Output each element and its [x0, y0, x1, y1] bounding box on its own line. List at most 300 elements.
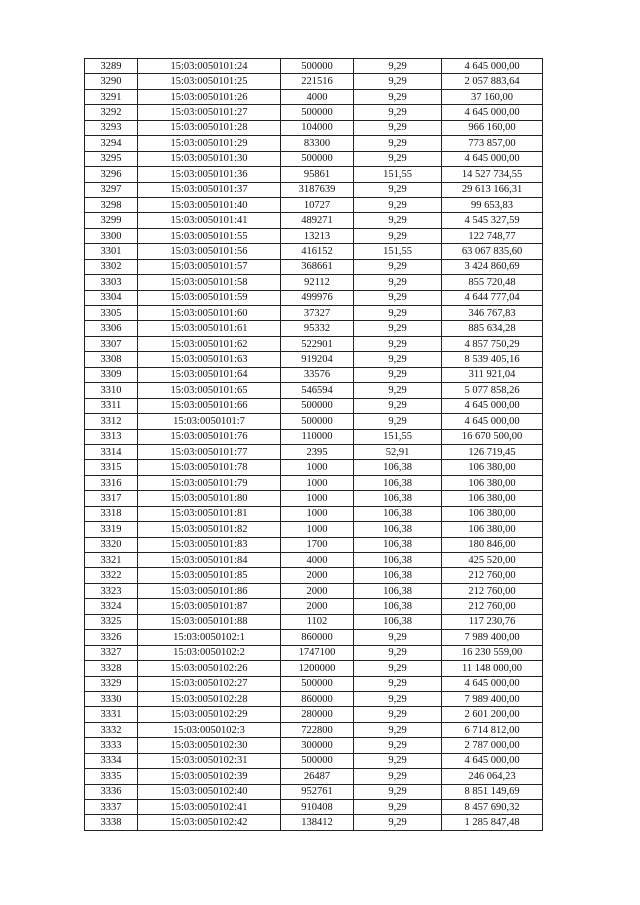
row-number-cell: 3296	[85, 167, 138, 182]
row-number-cell: 3326	[85, 630, 138, 645]
table-row	[85, 769, 543, 784]
row-number-cell: 3335	[85, 769, 138, 784]
cadastral-number-cell: 15:03:0050101:63	[138, 352, 281, 367]
row-number-cell: 3290	[85, 74, 138, 89]
value-cell: 4 645 000,00	[442, 59, 543, 74]
rate-cell: 9,29	[354, 691, 442, 706]
rate-cell: 106,38	[354, 599, 442, 614]
area-cell: 1700	[281, 537, 354, 552]
value-cell: 16 230 559,00	[442, 645, 543, 660]
rate-cell: 106,38	[354, 522, 442, 537]
value-cell: 311 921,04	[442, 367, 543, 382]
value-cell: 246 064,23	[442, 769, 543, 784]
area-cell: 416152	[281, 244, 354, 259]
area-cell: 1000	[281, 460, 354, 475]
cadastral-number-cell: 15:03:0050101:84	[138, 553, 281, 568]
area-cell: 300000	[281, 738, 354, 753]
row-number-cell: 3306	[85, 321, 138, 336]
value-cell: 126 719,45	[442, 444, 543, 459]
value-cell: 8 851 149,69	[442, 784, 543, 799]
cadastral-value-table	[84, 58, 543, 831]
value-cell: 212 760,00	[442, 568, 543, 583]
cadastral-number-cell: 15:03:0050101:27	[138, 105, 281, 120]
row-number-cell: 3325	[85, 614, 138, 629]
row-number-cell: 3303	[85, 275, 138, 290]
area-cell: 138412	[281, 815, 354, 830]
area-cell: 1200000	[281, 661, 354, 676]
area-cell: 95332	[281, 321, 354, 336]
cadastral-number-cell: 15:03:0050101:82	[138, 522, 281, 537]
row-number-cell: 3308	[85, 352, 138, 367]
table-row	[85, 182, 543, 197]
table-row	[85, 59, 543, 74]
table-row	[85, 676, 543, 691]
row-number-cell: 3327	[85, 645, 138, 660]
value-cell: 63 067 835,60	[442, 244, 543, 259]
value-cell: 2 601 200,00	[442, 707, 543, 722]
area-cell: 1000	[281, 506, 354, 521]
value-cell: 855 720,48	[442, 275, 543, 290]
rate-cell: 106,38	[354, 614, 442, 629]
row-number-cell: 3315	[85, 460, 138, 475]
rate-cell: 106,38	[354, 553, 442, 568]
area-cell: 860000	[281, 630, 354, 645]
cadastral-number-cell: 15:03:0050101:65	[138, 383, 281, 398]
area-cell: 110000	[281, 429, 354, 444]
row-number-cell: 3324	[85, 599, 138, 614]
row-number-cell: 3301	[85, 244, 138, 259]
value-cell: 425 520,00	[442, 553, 543, 568]
area-cell: 500000	[281, 398, 354, 413]
rate-cell: 9,29	[354, 800, 442, 815]
table-row	[85, 707, 543, 722]
rate-cell: 106,38	[354, 506, 442, 521]
cadastral-number-cell: 15:03:0050101:81	[138, 506, 281, 521]
table-row	[85, 614, 543, 629]
rate-cell: 106,38	[354, 568, 442, 583]
table-row	[85, 491, 543, 506]
area-cell: 13213	[281, 228, 354, 243]
rate-cell: 106,38	[354, 583, 442, 598]
row-number-cell: 3297	[85, 182, 138, 197]
area-cell: 1000	[281, 475, 354, 490]
area-cell: 26487	[281, 769, 354, 784]
table-row	[85, 306, 543, 321]
area-cell: 2000	[281, 599, 354, 614]
value-cell: 3 424 860,69	[442, 259, 543, 274]
value-cell: 106 380,00	[442, 491, 543, 506]
area-cell: 722800	[281, 722, 354, 737]
rate-cell: 151,55	[354, 167, 442, 182]
row-number-cell: 3332	[85, 722, 138, 737]
area-cell: 500000	[281, 105, 354, 120]
rate-cell: 106,38	[354, 460, 442, 475]
row-number-cell: 3295	[85, 151, 138, 166]
rate-cell: 9,29	[354, 120, 442, 135]
cadastral-number-cell: 15:03:0050102:40	[138, 784, 281, 799]
row-number-cell: 3333	[85, 738, 138, 753]
cadastral-number-cell: 15:03:0050101:76	[138, 429, 281, 444]
area-cell: 2395	[281, 444, 354, 459]
cadastral-number-cell: 15:03:0050101:24	[138, 59, 281, 74]
cadastral-number-cell: 15:03:0050102:31	[138, 753, 281, 768]
cadastral-number-cell: 15:03:0050101:64	[138, 367, 281, 382]
rate-cell: 9,29	[354, 815, 442, 830]
area-cell: 37327	[281, 306, 354, 321]
cadastral-number-cell: 15:03:0050101:56	[138, 244, 281, 259]
table-row	[85, 259, 543, 274]
rate-cell: 9,29	[354, 89, 442, 104]
table-row	[85, 553, 543, 568]
row-number-cell: 3305	[85, 306, 138, 321]
cadastral-number-cell: 15:03:0050101:37	[138, 182, 281, 197]
value-cell: 773 857,00	[442, 136, 543, 151]
area-cell: 1102	[281, 614, 354, 629]
table-row	[85, 120, 543, 135]
cadastral-number-cell: 15:03:0050102:28	[138, 691, 281, 706]
table-row	[85, 522, 543, 537]
row-number-cell: 3294	[85, 136, 138, 151]
table-row	[85, 105, 543, 120]
rate-cell: 151,55	[354, 429, 442, 444]
area-cell: 10727	[281, 197, 354, 212]
row-number-cell: 3309	[85, 367, 138, 382]
cadastral-number-cell: 15:03:0050101:36	[138, 167, 281, 182]
rate-cell: 9,29	[354, 367, 442, 382]
value-cell: 4 645 000,00	[442, 753, 543, 768]
cadastral-number-cell: 15:03:0050101:80	[138, 491, 281, 506]
row-number-cell: 3293	[85, 120, 138, 135]
cadastral-number-cell: 15:03:0050102:27	[138, 676, 281, 691]
rate-cell: 52,91	[354, 444, 442, 459]
value-cell: 7 989 400,00	[442, 691, 543, 706]
rate-cell: 9,29	[354, 151, 442, 166]
value-cell: 212 760,00	[442, 583, 543, 598]
rate-cell: 9,29	[354, 398, 442, 413]
value-cell: 4 644 777,04	[442, 290, 543, 305]
rate-cell: 9,29	[354, 290, 442, 305]
rate-cell: 9,29	[354, 136, 442, 151]
rate-cell: 9,29	[354, 74, 442, 89]
rate-cell: 9,29	[354, 738, 442, 753]
value-cell: 4 645 000,00	[442, 676, 543, 691]
cadastral-number-cell: 15:03:0050101:25	[138, 74, 281, 89]
value-cell: 4 645 000,00	[442, 105, 543, 120]
area-cell: 221516	[281, 74, 354, 89]
cadastral-number-cell: 15:03:0050101:78	[138, 460, 281, 475]
rate-cell: 9,29	[354, 105, 442, 120]
rate-cell: 9,29	[354, 321, 442, 336]
cadastral-number-cell: 15:03:0050101:29	[138, 136, 281, 151]
area-cell: 489271	[281, 213, 354, 228]
rate-cell: 106,38	[354, 475, 442, 490]
table-row	[85, 321, 543, 336]
value-cell: 346 767,83	[442, 306, 543, 321]
row-number-cell: 3318	[85, 506, 138, 521]
rate-cell: 9,29	[354, 676, 442, 691]
table-row	[85, 352, 543, 367]
row-number-cell: 3300	[85, 228, 138, 243]
area-cell: 500000	[281, 414, 354, 429]
row-number-cell: 3313	[85, 429, 138, 444]
area-cell: 2000	[281, 583, 354, 598]
value-cell: 4 857 750,29	[442, 336, 543, 351]
table-row	[85, 336, 543, 351]
table-body	[85, 59, 543, 831]
cadastral-number-cell: 15:03:0050101:85	[138, 568, 281, 583]
cadastral-number-cell: 15:03:0050101:40	[138, 197, 281, 212]
area-cell: 83300	[281, 136, 354, 151]
value-cell: 212 760,00	[442, 599, 543, 614]
row-number-cell: 3299	[85, 213, 138, 228]
value-cell: 117 230,76	[442, 614, 543, 629]
table-row	[85, 753, 543, 768]
rate-cell: 9,29	[354, 306, 442, 321]
row-number-cell: 3338	[85, 815, 138, 830]
table-row	[85, 691, 543, 706]
cadastral-number-cell: 15:03:0050102:39	[138, 769, 281, 784]
area-cell: 522901	[281, 336, 354, 351]
cadastral-number-cell: 15:03:0050101:87	[138, 599, 281, 614]
rate-cell: 9,29	[354, 661, 442, 676]
value-cell: 8 539 405,16	[442, 352, 543, 367]
cadastral-number-cell: 15:03:0050101:57	[138, 259, 281, 274]
area-cell: 1000	[281, 491, 354, 506]
table-row	[85, 630, 543, 645]
area-cell: 500000	[281, 151, 354, 166]
rate-cell: 9,29	[354, 630, 442, 645]
cadastral-number-cell: 15:03:0050101:59	[138, 290, 281, 305]
value-cell: 122 748,77	[442, 228, 543, 243]
row-number-cell: 3292	[85, 105, 138, 120]
value-cell: 180 846,00	[442, 537, 543, 552]
cadastral-number-cell: 15:03:0050101:86	[138, 583, 281, 598]
row-number-cell: 3322	[85, 568, 138, 583]
cadastral-number-cell: 15:03:0050101:30	[138, 151, 281, 166]
rate-cell: 9,29	[354, 383, 442, 398]
rate-cell: 9,29	[354, 707, 442, 722]
table-row	[85, 645, 543, 660]
cadastral-number-cell: 15:03:0050102:30	[138, 738, 281, 753]
area-cell: 3187639	[281, 182, 354, 197]
value-cell: 966 160,00	[442, 120, 543, 135]
row-number-cell: 3321	[85, 553, 138, 568]
table-row	[85, 738, 543, 753]
cadastral-number-cell: 15:03:0050101:66	[138, 398, 281, 413]
table-row	[85, 367, 543, 382]
row-number-cell: 3314	[85, 444, 138, 459]
value-cell: 1 285 847,48	[442, 815, 543, 830]
table-row	[85, 537, 543, 552]
value-cell: 14 527 734,55	[442, 167, 543, 182]
table-row	[85, 89, 543, 104]
table-row	[85, 475, 543, 490]
rate-cell: 9,29	[354, 414, 442, 429]
rate-cell: 9,29	[354, 197, 442, 212]
area-cell: 1000	[281, 522, 354, 537]
area-cell: 4000	[281, 553, 354, 568]
row-number-cell: 3316	[85, 475, 138, 490]
area-cell: 500000	[281, 753, 354, 768]
area-cell: 92112	[281, 275, 354, 290]
row-number-cell: 3336	[85, 784, 138, 799]
area-cell: 500000	[281, 676, 354, 691]
area-cell: 280000	[281, 707, 354, 722]
cadastral-number-cell: 15:03:0050102:41	[138, 800, 281, 815]
rate-cell: 9,29	[354, 784, 442, 799]
rate-cell: 9,29	[354, 259, 442, 274]
cadastral-number-cell: 15:03:0050102:3	[138, 722, 281, 737]
value-cell: 106 380,00	[442, 460, 543, 475]
cadastral-number-cell: 15:03:0050101:77	[138, 444, 281, 459]
cadastral-number-cell: 15:03:0050101:7	[138, 414, 281, 429]
cadastral-number-cell: 15:03:0050102:42	[138, 815, 281, 830]
value-cell: 106 380,00	[442, 506, 543, 521]
cadastral-number-cell: 15:03:0050101:88	[138, 614, 281, 629]
table-row	[85, 151, 543, 166]
area-cell: 104000	[281, 120, 354, 135]
value-cell: 5 077 858,26	[442, 383, 543, 398]
cadastral-number-cell: 15:03:0050102:1	[138, 630, 281, 645]
table-row	[85, 136, 543, 151]
table-row	[85, 275, 543, 290]
value-cell: 7 989 400,00	[442, 630, 543, 645]
rate-cell: 106,38	[354, 491, 442, 506]
area-cell: 500000	[281, 59, 354, 74]
value-cell: 2 787 000,00	[442, 738, 543, 753]
value-cell: 4 645 000,00	[442, 151, 543, 166]
table-row	[85, 228, 543, 243]
value-cell: 6 714 812,00	[442, 722, 543, 737]
rate-cell: 9,29	[354, 275, 442, 290]
row-number-cell: 3337	[85, 800, 138, 815]
row-number-cell: 3302	[85, 259, 138, 274]
cadastral-number-cell: 15:03:0050101:55	[138, 228, 281, 243]
table-row	[85, 599, 543, 614]
row-number-cell: 3331	[85, 707, 138, 722]
rate-cell: 9,29	[354, 722, 442, 737]
row-number-cell: 3317	[85, 491, 138, 506]
area-cell: 919204	[281, 352, 354, 367]
row-number-cell: 3334	[85, 753, 138, 768]
table-row	[85, 815, 543, 830]
rate-cell: 9,29	[354, 59, 442, 74]
cadastral-number-cell: 15:03:0050101:58	[138, 275, 281, 290]
rate-cell: 151,55	[354, 244, 442, 259]
cadastral-number-cell: 15:03:0050101:61	[138, 321, 281, 336]
area-cell: 546594	[281, 383, 354, 398]
row-number-cell: 3330	[85, 691, 138, 706]
row-number-cell: 3312	[85, 414, 138, 429]
row-number-cell: 3289	[85, 59, 138, 74]
row-number-cell: 3320	[85, 537, 138, 552]
value-cell: 8 457 690,32	[442, 800, 543, 815]
area-cell: 860000	[281, 691, 354, 706]
row-number-cell: 3319	[85, 522, 138, 537]
table-row	[85, 167, 543, 182]
value-cell: 99 653,83	[442, 197, 543, 212]
row-number-cell: 3298	[85, 197, 138, 212]
area-cell: 95861	[281, 167, 354, 182]
rate-cell: 9,29	[354, 336, 442, 351]
row-number-cell: 3304	[85, 290, 138, 305]
table-row	[85, 383, 543, 398]
value-cell: 4 545 327,59	[442, 213, 543, 228]
table-row	[85, 784, 543, 799]
rate-cell: 9,29	[354, 228, 442, 243]
rate-cell: 106,38	[354, 537, 442, 552]
row-number-cell: 3311	[85, 398, 138, 413]
table-row	[85, 414, 543, 429]
rate-cell: 9,29	[354, 182, 442, 197]
row-number-cell: 3310	[85, 383, 138, 398]
row-number-cell: 3323	[85, 583, 138, 598]
cadastral-number-cell: 15:03:0050102:26	[138, 661, 281, 676]
value-cell: 16 670 500,00	[442, 429, 543, 444]
cadastral-number-cell: 15:03:0050101:83	[138, 537, 281, 552]
area-cell: 910408	[281, 800, 354, 815]
table-row	[85, 568, 543, 583]
table-row	[85, 444, 543, 459]
value-cell: 4 645 000,00	[442, 398, 543, 413]
table-row	[85, 244, 543, 259]
table-row	[85, 722, 543, 737]
value-cell: 2 057 883,64	[442, 74, 543, 89]
cadastral-number-cell: 15:03:0050102:29	[138, 707, 281, 722]
rate-cell: 9,29	[354, 769, 442, 784]
value-cell: 885 634,28	[442, 321, 543, 336]
row-number-cell: 3307	[85, 336, 138, 351]
row-number-cell: 3328	[85, 661, 138, 676]
table-row	[85, 429, 543, 444]
row-number-cell: 3291	[85, 89, 138, 104]
table-row	[85, 197, 543, 212]
area-cell: 1747100	[281, 645, 354, 660]
area-cell: 368661	[281, 259, 354, 274]
rate-cell: 9,29	[354, 352, 442, 367]
table-row	[85, 398, 543, 413]
cadastral-number-cell: 15:03:0050101:28	[138, 120, 281, 135]
area-cell: 33576	[281, 367, 354, 382]
value-cell: 106 380,00	[442, 475, 543, 490]
area-cell: 4000	[281, 89, 354, 104]
area-cell: 2000	[281, 568, 354, 583]
area-cell: 952761	[281, 784, 354, 799]
row-number-cell: 3329	[85, 676, 138, 691]
area-cell: 499976	[281, 290, 354, 305]
cadastral-number-cell: 15:03:0050101:60	[138, 306, 281, 321]
table-row	[85, 460, 543, 475]
table-row	[85, 800, 543, 815]
cadastral-number-cell: 15:03:0050101:26	[138, 89, 281, 104]
value-cell: 29 613 166,31	[442, 182, 543, 197]
cadastral-number-cell: 15:03:0050101:79	[138, 475, 281, 490]
rate-cell: 9,29	[354, 213, 442, 228]
cadastral-number-cell: 15:03:0050101:62	[138, 336, 281, 351]
value-cell: 4 645 000,00	[442, 414, 543, 429]
rate-cell: 9,29	[354, 753, 442, 768]
table-row	[85, 74, 543, 89]
table-row	[85, 506, 543, 521]
value-cell: 37 160,00	[442, 89, 543, 104]
rate-cell: 9,29	[354, 645, 442, 660]
table-row	[85, 661, 543, 676]
value-cell: 11 148 000,00	[442, 661, 543, 676]
value-cell: 106 380,00	[442, 522, 543, 537]
table-row	[85, 213, 543, 228]
table-row	[85, 583, 543, 598]
table-row	[85, 290, 543, 305]
